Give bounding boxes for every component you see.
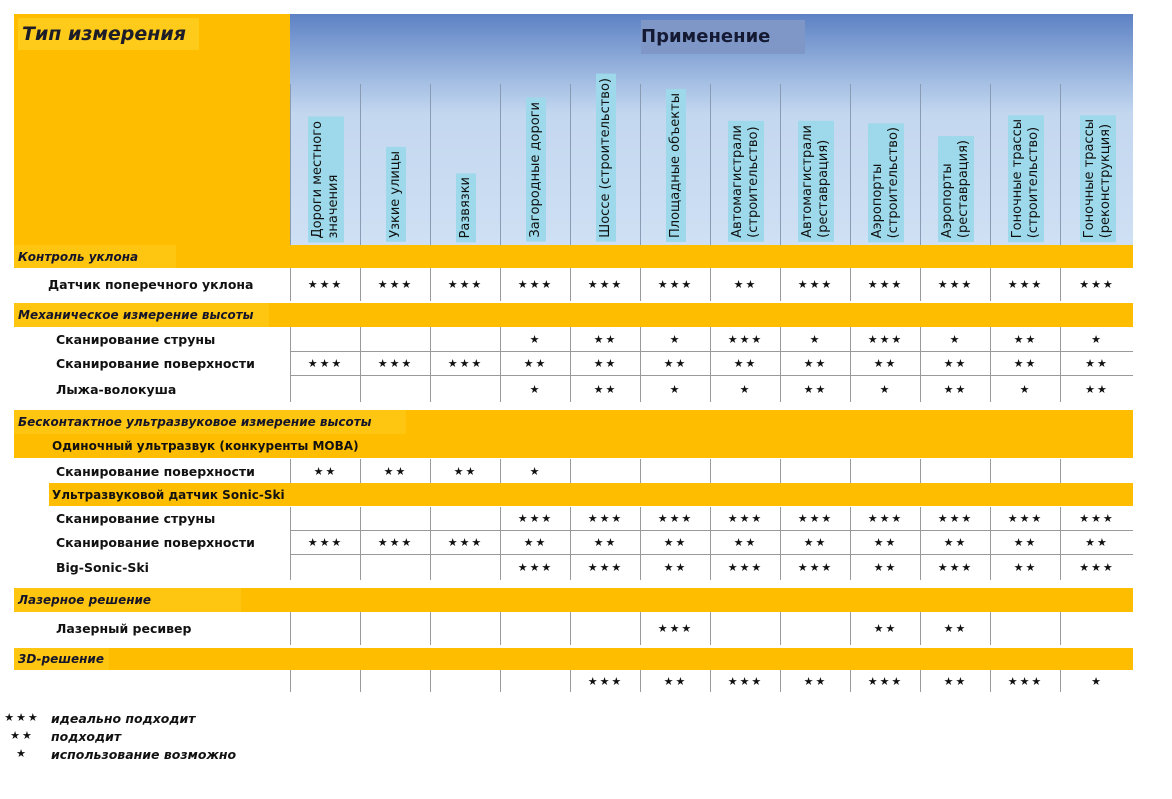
rating-cell: ★★ (1060, 376, 1133, 402)
rating-cell: ★★ (570, 327, 640, 351)
rating-cell: ★★★ (570, 507, 640, 530)
rating-cell (360, 376, 430, 402)
subsection-title: Ультразвуковой датчик Sonic-Ski (52, 487, 285, 502)
rating-cell: ★★★ (850, 268, 920, 301)
rating-cell: ★ (990, 376, 1060, 402)
table-row (14, 531, 1133, 554)
rating-cell: ★★★ (920, 507, 990, 530)
rating-cell: ★ (500, 459, 570, 483)
section-title: Бесконтактное ультразвуковое измерение высоты (14, 410, 406, 434)
rating-cell: ★★ (850, 352, 920, 375)
column-label: Шоссе (строительство) (596, 74, 616, 242)
rating-cell (360, 327, 430, 351)
rating-cell (360, 555, 430, 580)
subsection-sonic-ski (49, 483, 1133, 506)
rating-cell (290, 507, 360, 530)
rating-cell: ★★★ (850, 327, 920, 351)
rating-cell: ★★★ (570, 268, 640, 301)
rating-cell: ★★★ (570, 555, 640, 580)
column-label: Аэропорты (строительство) (868, 123, 904, 242)
section-title: Контроль уклона (14, 245, 176, 268)
rating-cell: ★★ (500, 531, 570, 554)
rating-cell: ★★★ (850, 670, 920, 692)
legend-stars: ★★★ (4, 711, 40, 724)
rating-cell (430, 612, 500, 645)
rating-cell: ★★★ (710, 507, 780, 530)
column-header (780, 84, 851, 245)
rating-cell: ★★ (920, 352, 990, 375)
table-row (14, 268, 1133, 301)
row-label: Сканирование поверхности (56, 463, 255, 479)
rating-cell: ★ (500, 376, 570, 402)
rating-cell: ★★★ (290, 352, 360, 375)
rating-cell: ★★ (640, 555, 710, 580)
rating-cell (990, 459, 1060, 483)
rating-cell: ★★ (710, 531, 780, 554)
table-row (14, 670, 1133, 692)
rating-cell (430, 376, 500, 402)
rating-cell: ★★★ (990, 268, 1060, 301)
rating-cell (290, 612, 360, 645)
rating-cell: ★★ (570, 531, 640, 554)
section-mechanical-height (14, 303, 1133, 327)
rating-cell: ★ (920, 327, 990, 351)
column-label: Гоночные трассы (строительство) (1008, 115, 1044, 242)
rating-cell: ★★★ (290, 531, 360, 554)
rating-cell (290, 376, 360, 402)
rating-cell: ★ (850, 376, 920, 402)
rating-cell: ★★ (920, 670, 990, 692)
row-label: Big-Sonic-Ski (56, 560, 149, 575)
table-row (14, 555, 1133, 580)
rating-cell: ★★★ (500, 555, 570, 580)
rating-cell: ★★ (780, 531, 850, 554)
rating-cell: ★★ (360, 459, 430, 483)
rating-cell: ★★★ (640, 268, 710, 301)
row-label: Сканирование струны (56, 331, 216, 347)
rating-cell: ★★★ (360, 531, 430, 554)
rating-cell (430, 670, 500, 692)
rating-cell: ★ (500, 327, 570, 351)
rating-cell: ★ (1060, 327, 1133, 351)
rating-cell: ★★★ (640, 507, 710, 530)
rating-cell: ★★★ (990, 507, 1060, 530)
rating-cell (920, 459, 990, 483)
rating-cell: ★ (710, 376, 780, 402)
rating-cell: ★★ (290, 459, 360, 483)
rating-cell: ★★ (990, 555, 1060, 580)
rating-cell (290, 670, 360, 692)
row-label: Лыжа-волокуша (56, 381, 177, 397)
rating-cell (360, 670, 430, 692)
rating-cell: ★★ (780, 352, 850, 375)
rating-cell: ★★★ (710, 555, 780, 580)
rating-cell (570, 612, 640, 645)
rating-cell: ★★★ (780, 268, 850, 301)
rating-cell: ★★ (990, 352, 1060, 375)
rating-cell: ★★★ (290, 268, 360, 301)
column-header (920, 84, 991, 245)
section-3d (14, 648, 1133, 670)
rating-cell: ★★ (850, 612, 920, 645)
rating-cell: ★★★ (1060, 268, 1133, 301)
rating-cell: ★★★ (1060, 507, 1133, 530)
rating-cell: ★★ (1060, 531, 1133, 554)
rating-cell (710, 459, 780, 483)
column-label: Площадные объекты (666, 89, 686, 242)
rating-cell: ★ (640, 376, 710, 402)
table-row (14, 507, 1133, 530)
subsection-single-ultrasonic (49, 434, 1133, 458)
rating-cell: ★★ (640, 670, 710, 692)
rating-cell (430, 507, 500, 530)
subsection-title: Одиночный ультразвук (конкуренты MOBA) (52, 439, 359, 453)
column-label: Узкие улицы (386, 147, 406, 242)
rating-cell (780, 459, 850, 483)
rating-cell: ★★★ (640, 612, 710, 645)
rating-cell: ★★★ (990, 670, 1060, 692)
rating-cell: ★★ (430, 459, 500, 483)
rating-cell: ★★ (990, 531, 1060, 554)
section-laser (14, 588, 1133, 612)
rating-cell (360, 612, 430, 645)
rating-cell: ★★ (1060, 352, 1133, 375)
rating-cell (1060, 459, 1133, 483)
rating-cell (780, 612, 850, 645)
rating-cell: ★★ (640, 531, 710, 554)
column-header (290, 84, 361, 245)
section-title: Механическое измерение высоты (14, 303, 269, 327)
rating-cell: ★★ (990, 327, 1060, 351)
rating-cell: ★★ (710, 268, 780, 301)
rating-cell (1060, 612, 1133, 645)
legend-stars: ★★ (10, 729, 34, 742)
column-header (430, 84, 501, 245)
rating-cell: ★★★ (500, 268, 570, 301)
rating-cell: ★★ (570, 376, 640, 402)
rating-cell: ★★★ (710, 670, 780, 692)
section-title: 3D-решение (14, 648, 109, 670)
rating-cell: ★ (1060, 670, 1133, 692)
table-row (14, 327, 1133, 351)
rating-cell (430, 327, 500, 351)
legend-text: использование возможно (51, 747, 237, 762)
column-header (570, 78, 641, 245)
rating-cell: ★★ (710, 352, 780, 375)
legend-stars: ★ (16, 747, 28, 760)
measurement-type-header (14, 14, 290, 245)
rating-cell (500, 612, 570, 645)
table-row (14, 612, 1133, 645)
section-title: Лазерное решение (14, 588, 241, 612)
column-header (850, 84, 921, 245)
legend-text: подходит (51, 729, 122, 744)
column-label: Гоночные трассы (реконструкция) (1080, 115, 1116, 242)
column-label: Автомагистрали (реставрация) (798, 121, 834, 242)
rating-cell: ★★ (920, 612, 990, 645)
rating-cell (430, 555, 500, 580)
row-label: Сканирование поверхности (56, 356, 255, 371)
column-header (500, 84, 571, 245)
rating-cell (990, 612, 1060, 645)
rating-cell: ★★ (780, 670, 850, 692)
row-label: Датчик поперечного уклона (48, 277, 254, 292)
rating-cell: ★★ (850, 555, 920, 580)
corner-title: Тип измерения (18, 18, 199, 50)
column-label: Автомагистрали (строительство) (728, 121, 764, 242)
rating-cell: ★★★ (710, 327, 780, 351)
rating-cell: ★★★ (430, 268, 500, 301)
rating-cell: ★★★ (920, 555, 990, 580)
table-row (14, 376, 1133, 402)
application-title: Применение (641, 20, 805, 54)
row-label: Сканирование струны (56, 511, 216, 526)
rating-cell (290, 327, 360, 351)
rating-cell (500, 670, 570, 692)
column-header (360, 84, 431, 245)
rating-cell (290, 555, 360, 580)
rating-cell (850, 459, 920, 483)
row-label: Лазерный ресивер (56, 621, 192, 636)
rating-cell (360, 507, 430, 530)
rating-cell: ★★★ (500, 507, 570, 530)
rating-cell: ★★ (780, 376, 850, 402)
rating-cell: ★★ (920, 531, 990, 554)
column-header (710, 84, 781, 245)
column-label: Развязки (456, 173, 476, 242)
rating-cell: ★★★ (1060, 555, 1133, 580)
rating-cell: ★ (780, 327, 850, 351)
rating-cell: ★★ (570, 352, 640, 375)
column-label: Аэропорты (реставрация) (938, 136, 974, 242)
rating-cell: ★★ (640, 352, 710, 375)
rating-cell: ★★★ (920, 268, 990, 301)
rating-cell: ★★★ (850, 507, 920, 530)
rating-cell (710, 612, 780, 645)
rating-cell: ★★★ (780, 507, 850, 530)
rating-cell (570, 459, 640, 483)
legend-text: идеально подходит (51, 711, 196, 726)
rating-cell: ★★★ (360, 352, 430, 375)
rating-cell: ★★ (850, 531, 920, 554)
table-row (14, 459, 1133, 483)
column-label: Дороги местного значения (308, 117, 344, 243)
rating-cell: ★★ (920, 376, 990, 402)
row-label: Сканирование поверхности (56, 535, 255, 550)
column-header (990, 84, 1061, 245)
column-header (1060, 84, 1134, 245)
section-slope-control (14, 245, 1133, 268)
table-row (14, 352, 1133, 375)
rating-cell: ★★★ (430, 531, 500, 554)
column-header (640, 84, 711, 245)
rating-cell: ★ (640, 327, 710, 351)
rating-cell: ★★★ (360, 268, 430, 301)
column-label: Загородные дороги (526, 98, 546, 242)
rating-cell: ★★ (500, 352, 570, 375)
rating-cell: ★★★ (780, 555, 850, 580)
rating-cell: ★★★ (570, 670, 640, 692)
rating-cell (640, 459, 710, 483)
rating-cell: ★★★ (430, 352, 500, 375)
